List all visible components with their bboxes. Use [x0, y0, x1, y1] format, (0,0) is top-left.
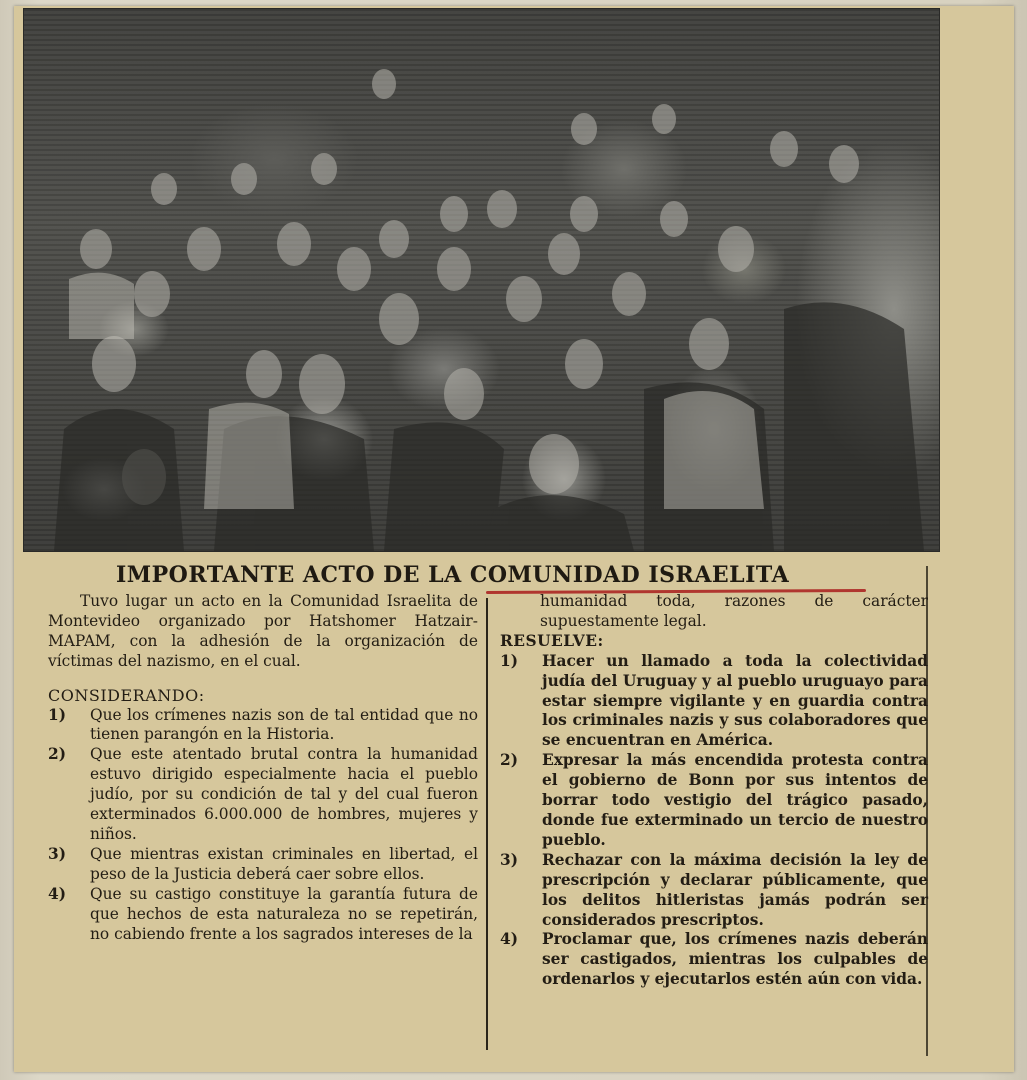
- considerando-heading: CONSIDERANDO:: [48, 685, 205, 705]
- intro-paragraph: Tuvo lugar un acto en la Comunidad Israelita de Montevideo organizado por Hatshomer Hatzair-MAPAM, con la adhesión de la organización de víctimas del nazismo, en el cual.: [48, 592, 478, 670]
- item-text: Proclamar que, los crímenes nazis deberán ser castigados, mientras los culpables de ordenarlos y ejecutarlos estén aún con vida.: [542, 930, 928, 989]
- item-text: Que mientras existan criminales en libertad, el peso de la Justicia deberá caer sobre ellos.: [90, 844, 478, 883]
- continuation-paragraph: humanidad toda, razones de carácter supuestamente legal.: [540, 592, 928, 630]
- left-column: [48, 592, 478, 944]
- item-number: 4): [48, 884, 66, 903]
- item-text: Expresar la más encendida protesta contra el gobierno de Bonn por sus intentos de borrar todo vestigio del trágico pasado, donde fue exterminado un tercio de nuestro pueblo.: [542, 751, 928, 849]
- considerando-item-2: [48, 745, 478, 845]
- item-text: Que su castigo constituye la garantía futura de que hechos de esta naturaleza no se repetirán, no cabiendo frente a los sagrados intereses de la: [90, 884, 478, 943]
- item-text: Hacer un llamado a toda la colectividad judía del Uruguay y al pueblo uruguayo para estar siempre vigilante y en guardia contra los criminales nazis y sus colaboradores que se encuentran en América.: [542, 651, 928, 750]
- resuelve-item-1: [500, 652, 928, 752]
- audience-silhouettes: [24, 9, 939, 551]
- item-number: 3): [48, 844, 66, 863]
- considerando-item-3: [48, 845, 478, 885]
- item-number: 1): [500, 651, 518, 670]
- item-text: Que los crímenes nazis son de tal entidad que no tienen parangón en la Historia.: [90, 705, 478, 744]
- audience-photo: [23, 8, 940, 552]
- considerando-item-4: [48, 885, 478, 945]
- column-divider: [486, 598, 488, 1050]
- headline-part-2: COMUNIDAD ISRAELITA: [469, 562, 790, 588]
- item-text: Que este atentado brutal contra la humanidad estuvo dirigido especialmente hacia el pueblo judío, por su condición de tal y del cual fueron exterminados 6.000.000 de hombres, mujeres y niños.: [90, 745, 478, 843]
- resuelve-item-4: [500, 930, 928, 990]
- article-headline: [116, 562, 876, 592]
- item-number: 1): [48, 705, 66, 724]
- resuelve-item-2: [500, 751, 928, 851]
- considerando-item-1: [48, 706, 478, 746]
- item-number: 4): [500, 930, 518, 949]
- resuelve-item-3: [500, 851, 928, 931]
- item-number: 2): [48, 745, 66, 764]
- item-number: 3): [500, 850, 518, 869]
- resuelve-heading: RESUELVE:: [500, 631, 604, 650]
- right-column: [500, 592, 928, 990]
- item-text: Rechazar con la máxima decisión la ley de prescripción y declarar públicamente, que los delitos hitleristas jamás podrán ser considerados prescriptos.: [542, 850, 928, 929]
- headline-part-1: IMPORTANTE ACTO DE LA: [116, 562, 470, 588]
- item-number: 2): [500, 751, 518, 770]
